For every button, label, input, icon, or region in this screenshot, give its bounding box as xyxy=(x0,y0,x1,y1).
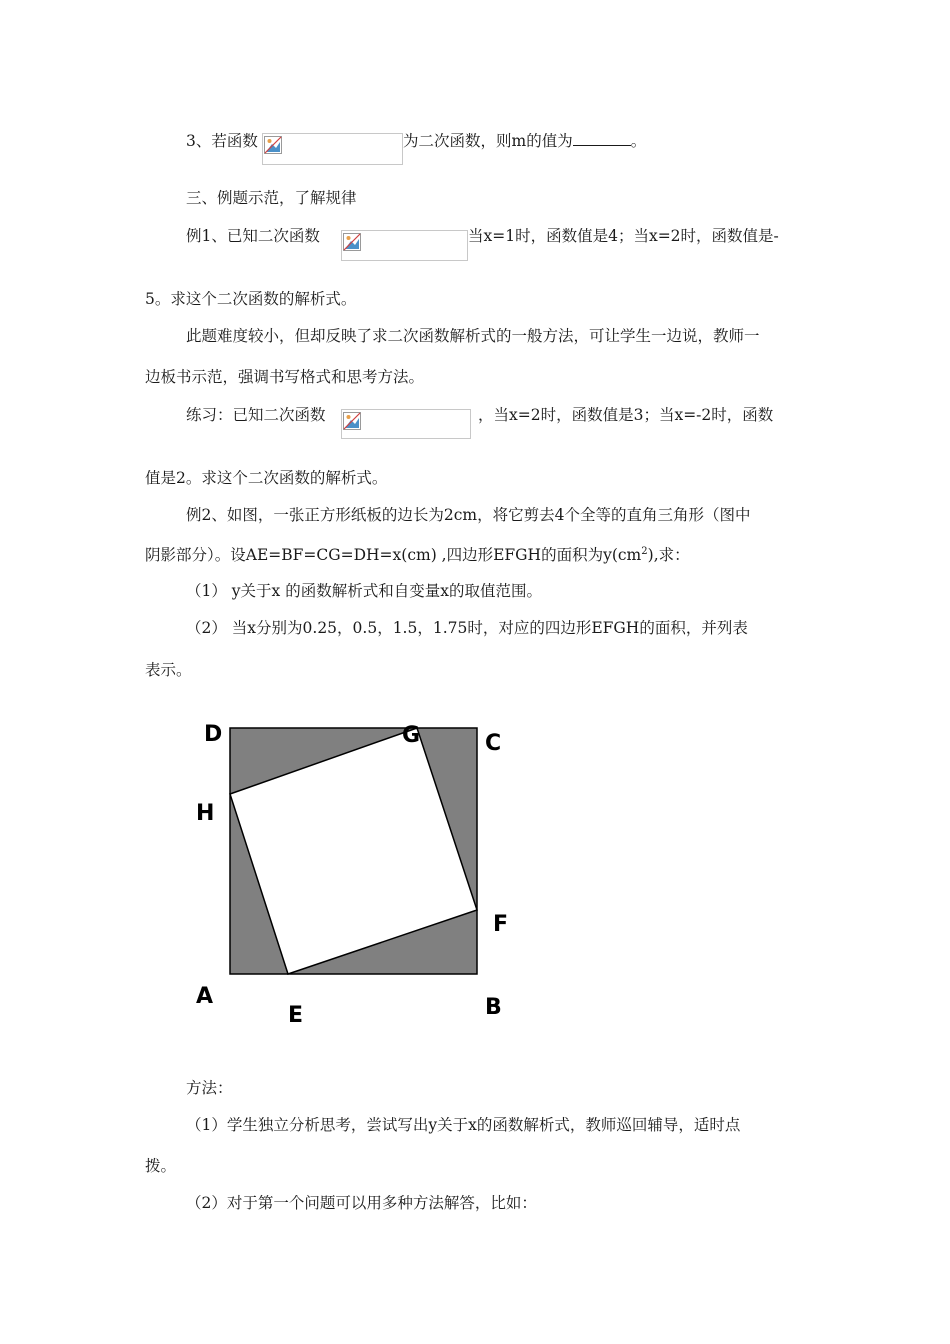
superscript: 2 xyxy=(641,545,648,557)
question-3-prefix: 3、若函数 xyxy=(186,132,258,150)
method-step-2: （2）对于第一个问题可以用多种方法解答，比如： xyxy=(186,1194,537,1212)
question-3-end: 。 xyxy=(630,132,647,150)
method-step-1-line-2: 拨。 xyxy=(145,1157,177,1175)
formula-image-placeholder xyxy=(341,230,468,261)
broken-image-icon xyxy=(343,233,361,251)
example-2-line-1: 例2、如图，一张正方形纸板的边长为2cm，将它剪去4个全等的直角三角形（图中 xyxy=(186,506,751,524)
example-1-prefix: 例1、已知二次函数 xyxy=(186,227,320,245)
example-2-item-2-line-2: 表示。 xyxy=(145,661,192,679)
method-heading: 方法： xyxy=(186,1079,233,1097)
example-2-line-2-text: 阴影部分）。设AE=BF=CG=DH=x(cm) ,四边形EFGH的面积为y(cm xyxy=(145,546,642,564)
label-e: E xyxy=(288,1003,304,1028)
label-f: F xyxy=(493,912,509,937)
question-3-suffix: 为二次函数，则m的值为 xyxy=(403,132,573,150)
label-d: D xyxy=(204,722,223,747)
teaching-note-line-1: 此题难度较小，但却反映了求二次函数解析式的一般方法，可让学生一边说，教师一 xyxy=(186,327,760,345)
label-h: H xyxy=(196,801,215,826)
example-2-item-2: （2） 当x分别为0.25，0.5，1.5，1.75时，对应的四边形EFGH的面积，并列表 xyxy=(186,619,748,637)
question-3-suffix-line xyxy=(403,131,646,151)
formula-image-placeholder xyxy=(262,133,403,165)
example-1-suffix: 当x=1时，函数值是4；当x=2时，函数值是- xyxy=(468,227,779,245)
formula-image-placeholder xyxy=(341,409,471,439)
broken-image-icon xyxy=(343,412,361,430)
example-2-item-1: （1） y关于x 的函数解析式和自变量x的取值范围。 xyxy=(186,582,542,600)
answer-blank xyxy=(573,131,631,146)
example-2-line-2 xyxy=(145,545,690,565)
practice-line-2: 值是2。求这个二次函数的解析式。 xyxy=(145,469,388,487)
label-a: A xyxy=(196,984,214,1009)
label-b: B xyxy=(485,995,502,1020)
teaching-note-line-2: 边板书示范，强调书写格式和思考方法。 xyxy=(145,368,425,386)
label-g: G xyxy=(402,723,421,748)
practice-prefix: 练习：已知二次函数 xyxy=(186,406,326,424)
example-1-line-2: 5。求这个二次函数的解析式。 xyxy=(145,290,357,308)
example-2-line-2-end: ),求： xyxy=(647,546,690,564)
label-c: C xyxy=(485,731,502,756)
question-3 xyxy=(186,131,258,151)
broken-image-icon xyxy=(264,136,282,154)
practice-suffix: ，当x=2时，函数值是3；当x=-2时，函数 xyxy=(478,406,774,424)
section-heading: 三、例题示范，了解规律 xyxy=(186,189,357,207)
method-step-1-line-1: （1）学生独立分析思考，尝试写出y关于x的函数解析式，教师巡回辅导，适时点 xyxy=(186,1116,741,1134)
square-figure xyxy=(190,710,530,1030)
